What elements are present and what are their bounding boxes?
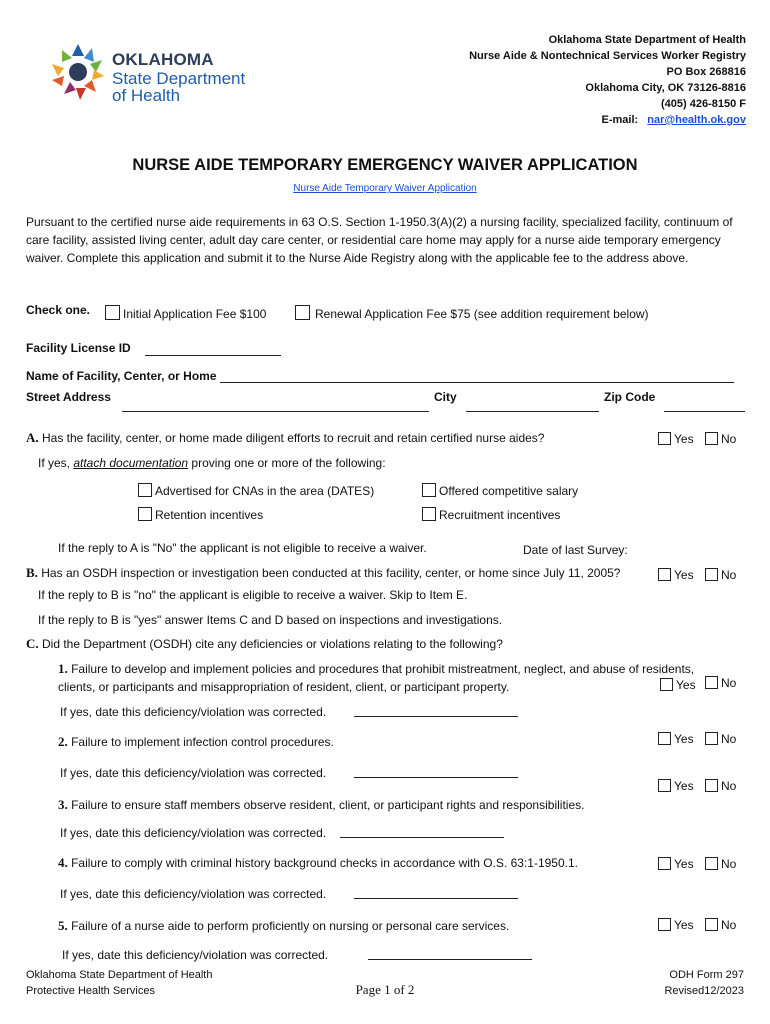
header-org-line: Oklahoma State Department of Health <box>548 34 746 46</box>
item-3-yes[interactable] <box>658 779 694 793</box>
yes-label: Yes <box>674 918 694 932</box>
section-c-text: Did the Department (OSDH) cite any deficiencies or violations relating to the following? <box>41 637 503 651</box>
initial-fee-option[interactable] <box>105 305 266 321</box>
logo-wordmark <box>112 50 245 104</box>
intro-paragraph: Pursuant to the certified nurse aide requirements in 63 O.S. Section 1-1950.3(A)(2) a nursing facility, specialized facility, continuum of care facility, assisted living center, adult day care center, or residential care home may apply for a nurse aide temporary emergency waiver. Complete this application and submit it to the Nurse Aide Registry along with the applicable fee to the address above. <box>26 215 733 265</box>
item-4-corrected-field[interactable] <box>354 898 518 899</box>
item-3-corrected: If yes, date this deficiency/violation was corrected. <box>60 826 327 840</box>
item-3-yes-checkbox[interactable] <box>658 779 671 792</box>
facility-license-field[interactable] <box>145 355 281 356</box>
item-1-number: 1. <box>58 661 68 676</box>
logo-line-3: of Health <box>112 86 181 105</box>
no-label: No <box>721 732 737 746</box>
zip-label: Zip Code <box>604 390 656 404</box>
retention-label: Retention incentives <box>155 508 264 522</box>
footer-right <box>664 967 744 999</box>
logo-line-1: OKLAHOMA <box>112 50 214 69</box>
advertised-label: Advertised for CNAs in the area (DATES) <box>155 484 375 498</box>
footer-org: Oklahoma State Department of Health <box>26 969 213 981</box>
yes-label: Yes <box>674 779 694 793</box>
item-4-corrected: If yes, date this deficiency/violation was corrected. <box>60 887 327 901</box>
revision-date: Revised12/2023 <box>664 985 744 997</box>
no-label: No <box>721 857 737 871</box>
item-1 <box>58 660 694 696</box>
item-2-corrected-field[interactable] <box>354 777 518 778</box>
item-5-number: 5. <box>58 918 68 933</box>
item-2 <box>58 734 334 750</box>
yes-label: Yes <box>674 568 694 582</box>
email-link[interactable]: nar@health.ok.gov <box>647 114 746 126</box>
no-label: No <box>721 918 737 932</box>
page-title: NURSE AIDE TEMPORARY EMERGENCY WAIVER APPLICATION <box>132 156 638 174</box>
section-a-yes[interactable] <box>658 432 694 446</box>
header-email-row <box>469 112 746 128</box>
email-label: E-mail: <box>601 114 639 126</box>
subtitle-link[interactable]: Nurse Aide Temporary Waiver Application <box>293 183 477 194</box>
initial-fee-checkbox[interactable] <box>105 305 120 320</box>
item-2-yes[interactable] <box>658 732 694 746</box>
item-1-text-2: clients, or participants and misappropriation of resident, client, or participant property. <box>58 680 510 694</box>
header-org-line: PO Box 268816 <box>666 66 746 78</box>
item-5-no[interactable] <box>705 918 736 932</box>
header-address <box>469 32 746 128</box>
city-field[interactable] <box>466 411 599 412</box>
if-yes-pre: If yes, <box>38 456 74 470</box>
retention-checkbox[interactable] <box>138 507 152 521</box>
section-a-if-yes <box>38 456 386 470</box>
section-a-yes-checkbox[interactable] <box>658 432 671 445</box>
no-label: No <box>721 676 737 690</box>
yes-label: Yes <box>674 432 694 446</box>
item-2-no-checkbox[interactable] <box>705 732 718 745</box>
item-1-no[interactable] <box>705 676 736 690</box>
last-survey-label: Date of last Survey: <box>523 543 628 557</box>
item-3-no[interactable] <box>705 779 736 793</box>
section-a-text: Has the facility, center, or home made diligent efforts to recruit and retain certified nurse aides? <box>41 431 545 445</box>
item-3-number: 3. <box>58 797 68 812</box>
item-1-yes[interactable] <box>660 678 696 692</box>
item-3 <box>58 797 584 813</box>
facility-license-label: Facility License ID <box>26 341 131 355</box>
section-c-question <box>26 636 503 652</box>
yes-label: Yes <box>674 857 694 871</box>
section-b-no[interactable] <box>705 568 736 582</box>
item-4-text: Failure to comply with criminal history background checks in accordance with O.S. 63:1-1950.1. <box>71 856 578 870</box>
section-a-letter: A. <box>26 430 39 445</box>
renewal-fee-label: Renewal Application Fee $75 (see addition requirement below) <box>315 307 649 321</box>
header-org-line: Oklahoma City, OK 73126-8816 <box>585 82 746 94</box>
page-number: Page 1 of 2 <box>355 982 415 997</box>
item-3-corrected-field[interactable] <box>340 837 504 838</box>
section-b-question <box>26 565 620 581</box>
renewal-fee-option[interactable] <box>295 305 649 321</box>
yes-label: Yes <box>676 678 696 692</box>
item-5-text: Failure of a nurse aide to perform proficiently on nursing or personal care services. <box>71 919 510 933</box>
item-5-corrected-field[interactable] <box>368 959 532 960</box>
item-2-text: Failure to implement infection control procedures. <box>71 735 334 749</box>
no-label: No <box>721 432 737 446</box>
item-4-number: 4. <box>58 855 68 870</box>
section-b-yes[interactable] <box>658 568 694 582</box>
item-3-no-checkbox[interactable] <box>705 779 718 792</box>
recruitment-label: Recruitment incentives <box>439 508 561 522</box>
section-b-letter: B. <box>26 565 38 580</box>
check-one-label: Check one. <box>26 303 91 317</box>
item-1-yes-checkbox[interactable] <box>660 678 673 691</box>
item-3-text: Failure to ensure staff members observe resident, client, or participant rights and responsibilities. <box>71 798 585 812</box>
section-b-no-checkbox[interactable] <box>705 568 718 581</box>
item-4-yes[interactable] <box>658 857 694 871</box>
section-b-note-no: If the reply to B is "no" the applicant is eligible to receive a waiver. Skip to Item E. <box>38 588 468 602</box>
header-org-line: Nurse Aide & Nontechnical Services Worker Registry <box>469 50 746 62</box>
section-a-no[interactable] <box>705 432 736 446</box>
item-1-corrected: If yes, date this deficiency/violation was corrected. <box>60 705 327 719</box>
form-number: ODH Form 297 <box>669 969 744 981</box>
section-a-not-eligible: If the reply to A is "No" the applicant is not eligible to receive a waiver. <box>58 541 427 555</box>
option-recruitment[interactable] <box>422 507 560 522</box>
item-1-corrected-field[interactable] <box>354 716 518 717</box>
item-4-no-checkbox[interactable] <box>705 857 718 870</box>
city-label: City <box>434 390 457 404</box>
advertised-checkbox[interactable] <box>138 483 152 497</box>
no-label: No <box>721 779 737 793</box>
section-b-yes-checkbox[interactable] <box>658 568 671 581</box>
item-4-yes-checkbox[interactable] <box>658 857 671 870</box>
street-label: Street Address <box>26 390 111 404</box>
item-2-corrected: If yes, date this deficiency/violation was corrected. <box>60 766 327 780</box>
section-b-text: Has an OSDH inspection or investigation been conducted at this facility, center, or home since July 11, 2005? <box>41 566 621 580</box>
facility-name-field[interactable] <box>220 382 734 383</box>
section-a-no-checkbox[interactable] <box>705 432 718 445</box>
zip-field[interactable] <box>664 411 745 412</box>
option-advertised[interactable] <box>138 483 374 498</box>
section-c-letter: C. <box>26 636 39 651</box>
item-2-yes-checkbox[interactable] <box>658 732 671 745</box>
salary-label: Offered competitive salary <box>439 484 579 498</box>
street-field[interactable] <box>122 411 429 412</box>
item-4-no[interactable] <box>705 857 736 871</box>
facility-name-label: Name of Facility, Center, or Home <box>26 369 217 383</box>
renewal-fee-checkbox[interactable] <box>295 305 310 320</box>
item-2-no[interactable] <box>705 732 736 746</box>
recruitment-checkbox[interactable] <box>422 507 436 521</box>
item-1-no-checkbox[interactable] <box>705 676 718 689</box>
item-4 <box>58 855 578 871</box>
option-salary[interactable] <box>422 483 578 498</box>
item-5 <box>58 918 509 934</box>
if-yes-post: proving one or more of the following: <box>188 456 386 470</box>
initial-fee-label: Initial Application Fee $100 <box>123 307 267 321</box>
section-b-note-yes: If the reply to B is "yes" answer Items C and D based on inspections and investigations. <box>38 613 503 627</box>
header-org-line: (405) 426-8150 F <box>661 98 746 110</box>
attach-documentation-text: attach documentation <box>73 456 189 470</box>
item-1-text: Failure to develop and implement policies and procedures that prohibit mistreatment, neglect, and abuse of residents, <box>71 662 695 676</box>
salary-checkbox[interactable] <box>422 483 436 497</box>
no-label: No <box>721 568 737 582</box>
item-5-corrected: If yes, date this deficiency/violation was corrected. <box>62 948 329 962</box>
item-5-yes-checkbox[interactable] <box>658 918 671 931</box>
logo-line-2: State Department <box>112 69 246 88</box>
option-retention[interactable] <box>138 507 263 522</box>
osdh-logo-icon <box>48 42 108 102</box>
item-5-no-checkbox[interactable] <box>705 918 718 931</box>
item-2-number: 2. <box>58 734 68 749</box>
section-a-question <box>26 430 544 446</box>
item-5-yes[interactable] <box>658 918 694 932</box>
yes-label: Yes <box>674 732 694 746</box>
footer-division: Protective Health Services <box>26 985 155 997</box>
